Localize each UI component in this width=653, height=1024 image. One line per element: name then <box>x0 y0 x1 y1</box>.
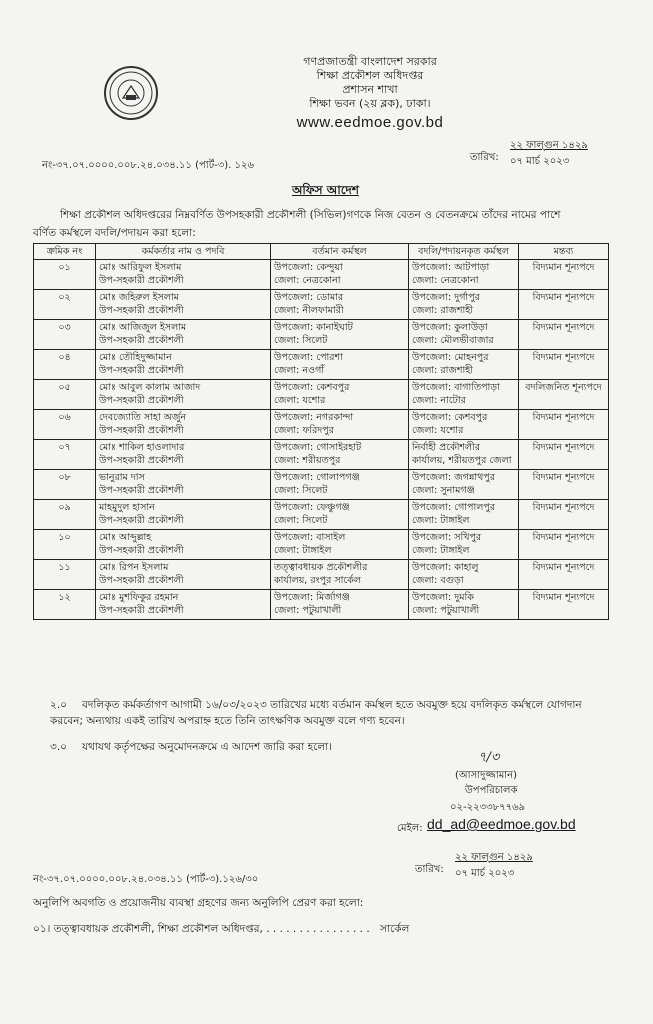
para2-number: ২.০ <box>50 699 67 711</box>
cell-current-posting-cur2: জেলা: সিলেট <box>274 485 328 496</box>
cell-remarks-rm: বিদ্যমান শূন্যপদে <box>532 352 595 363</box>
cell-current-posting <box>271 500 409 530</box>
intro-line-2: বর্ণিত কর্মস্থলে বদলি/পদায়ন করা হলো: <box>33 227 196 239</box>
cell-officer-name: মাহমুদুল হাসান <box>99 502 155 513</box>
cell-serial-sl: ০৩ <box>58 322 71 333</box>
cell-officer-desig: উপ-সহকারী প্রকৌশলী <box>99 515 184 526</box>
cell-officer <box>96 500 271 530</box>
cell-officer-name: মোঃ আজিজুল ইসলাম <box>99 322 187 333</box>
cell-officer-name: মোঃ মুশফিকুর রহমান <box>99 592 179 603</box>
cell-current-posting-cur1: উপজেলা: গোলাপগঞ্জ <box>274 472 360 483</box>
cell-current-posting <box>271 560 409 590</box>
memo2-date-label: তারিখ: <box>415 864 444 875</box>
cell-remarks <box>519 530 609 560</box>
cell-remarks <box>519 290 609 320</box>
cell-remarks <box>519 470 609 500</box>
table-row <box>34 320 609 350</box>
cell-remarks <box>519 440 609 470</box>
cell-serial-sl: ০৮ <box>58 472 71 483</box>
cell-current-posting-cur1: উপজেলা: কেশবপুর <box>274 382 350 393</box>
transfer-table <box>33 243 609 620</box>
cell-officer <box>96 530 271 560</box>
cell-new-posting-new1: উপজেলা: মোহনপুর <box>412 352 489 363</box>
cell-new-posting <box>409 380 519 410</box>
cell-officer-name: মোঃ আরিফুল ইসলাম <box>99 262 182 273</box>
cell-new-posting-new2: কার্যালয়, শরীয়তপুর জেলা <box>412 455 512 466</box>
cell-officer-desig: উপ-সহকারী প্রকৌশলী <box>99 545 184 556</box>
copy-intro: অনুলিপি অবগতি ও প্রয়োজনীয় ব্যবস্থা গ্রহণের জন্য অনুলিপি প্রেরণ করা হলো: <box>33 897 364 909</box>
cell-officer-name: মোঃ আবুল কালাম আজাদ <box>99 382 201 393</box>
table-row <box>34 260 609 290</box>
cell-current-posting-cur1: তত্ত্বাবধায়ক প্রকৌশলীর <box>274 562 368 573</box>
cell-current-posting <box>271 380 409 410</box>
cell-new-posting-new1: উপজেলা: আটপাড়া <box>412 262 490 273</box>
cell-serial-sl: ০১ <box>58 262 71 273</box>
cell-officer-name: মোঃ শাকিল হাওলাদার <box>99 442 185 453</box>
memo-date-label: তারিখ: <box>470 152 499 163</box>
cell-remarks-rm: বিদ্যমান শূন্যপদে <box>532 442 595 453</box>
cell-officer-name: মোঃ রিপন ইসলাম <box>99 562 169 573</box>
cell-current-posting <box>271 440 409 470</box>
cell-new-posting <box>409 440 519 470</box>
table-row <box>34 470 609 500</box>
cell-new-posting-new1: উপজেলা: কুলাউড়া <box>412 322 488 333</box>
cell-serial <box>34 530 96 560</box>
cell-remarks <box>519 380 609 410</box>
cell-officer <box>96 350 271 380</box>
cell-current-posting <box>271 470 409 500</box>
cell-remarks-rm: বিদ্যমান শূন্যপদে <box>532 322 595 333</box>
cell-officer-name: মোঃ আব্দুল্লাহ <box>99 532 152 543</box>
cell-officer <box>96 320 271 350</box>
memo2-number: নং-৩৭.০৭.০০০০.০০৮.২৪.০৩৪.১১ (পার্ট-৩).১২৬/৩০ <box>33 874 259 885</box>
cell-officer-desig: উপ-সহকারী প্রকৌশলী <box>99 305 184 316</box>
cell-current-posting-cur1: উপজেলা: গোসাইরহাট <box>274 442 362 453</box>
cell-remarks <box>519 410 609 440</box>
cell-current-posting-cur1: উপজেলা: কেন্দুয়া <box>274 262 343 273</box>
cell-remarks-rm: বিদ্যমান শূন্যপদে <box>532 262 595 273</box>
cell-new-posting-new1: উপজেলা: জগন্নাথপুর <box>412 472 495 483</box>
cell-officer-desig: উপ-সহকারী প্রকৌশলী <box>99 425 184 436</box>
cell-officer-name: মোঃ তৌহিদুজ্জামান <box>99 352 172 363</box>
cell-officer-desig: উপ-সহকারী প্রকৌশলী <box>99 275 184 286</box>
intro-line-1: শিক্ষা প্রকৌশল অধিদপ্তরের নিম্নবর্ণিত উপসহকারী প্রকৌশলী (সিভিল)গণকে নিজ বেতন ও বেতনক্রমে তাঁদের নামের পাশে <box>60 209 561 221</box>
cell-officer-desig: উপ-সহকারী প্রকৌশলী <box>99 485 184 496</box>
order-title: অফিস আদেশ <box>292 183 359 197</box>
para2-line-1: বদলিকৃত কর্মকর্তাগণ আগামী ১৬/০৩/২০২৩ তারিখের মধ্যে বর্তমান কর্মস্থল হতে অবমুক্ত হয়ে বদলিকৃত কর্মস্থলে যোগদান <box>82 699 582 711</box>
cell-new-posting-new2: জেলা: রাজশাহী <box>412 365 473 376</box>
cell-serial <box>34 320 96 350</box>
cell-new-posting <box>409 260 519 290</box>
cell-current-posting-cur2: জেলা: সিলেট <box>274 335 328 346</box>
table-row <box>34 350 609 380</box>
cell-officer <box>96 260 271 290</box>
table-row <box>34 560 609 590</box>
header-website-link[interactable]: www.eedmoe.gov.bd <box>296 114 444 131</box>
cell-current-posting <box>271 590 409 620</box>
cell-current-posting-cur2: জেলা: নীলফামারী <box>274 305 344 316</box>
table-row <box>34 380 609 410</box>
cell-officer-name: ভানুরাম দাস <box>99 472 145 483</box>
para2-line-2: করবেন; অন্যথায় একই তারিখ অপরাহ্ন হতে তিনি তাৎক্ষণিক অবমুক্ত বলে গণ্য হবেন। <box>50 715 405 727</box>
cell-current-posting <box>271 410 409 440</box>
cell-officer <box>96 290 271 320</box>
cell-officer <box>96 380 271 410</box>
cell-serial-sl: ০৫ <box>58 382 71 393</box>
table-row <box>34 290 609 320</box>
memo-number: নং-৩৭.০৭.০০০০.০০৮.২৪.০৩৪.১১ (পার্ট-৩). ১২৬ <box>42 160 255 171</box>
cell-serial-sl: ১০ <box>58 532 71 543</box>
signatory-designation: উপপরিচালক <box>465 785 518 796</box>
cell-remarks <box>519 320 609 350</box>
col-header-remarks: মন্তব্য <box>519 244 609 260</box>
header-address: শিক্ষা ভবন (২য় ব্লক), ঢাকা। <box>309 97 431 110</box>
cell-new-posting-new1: নির্বাহী প্রকৌশলীর <box>412 442 481 453</box>
col-header-name: কর্মকর্তার নাম ও পদবি <box>96 244 271 260</box>
cell-remarks <box>519 350 609 380</box>
cell-serial-sl: ০৪ <box>58 352 71 363</box>
cell-new-posting-new1: উপজেলা: দুমকি <box>412 592 474 603</box>
cell-serial <box>34 410 96 440</box>
table-row <box>34 530 609 560</box>
cell-new-posting-new1: উপজেলা: কেশবপুর <box>412 412 488 423</box>
cell-remarks <box>519 590 609 620</box>
cell-remarks <box>519 560 609 590</box>
cell-current-posting <box>271 290 409 320</box>
cell-officer <box>96 590 271 620</box>
cell-officer-desig: উপ-সহকারী প্রকৌশলী <box>99 605 184 616</box>
header-branch: প্রশাসন শাখা <box>342 83 398 96</box>
cell-officer-name: দেবজ্যোতি সাহা অর্জুন <box>99 412 187 423</box>
para3-number: ৩.০ <box>50 741 67 753</box>
cell-remarks-rm: বিদ্যমান শূন্যপদে <box>532 292 595 303</box>
cell-officer-name: মোঃ জহিরুল ইসলাম <box>99 292 179 303</box>
cell-current-posting <box>271 320 409 350</box>
cell-serial <box>34 380 96 410</box>
cell-current-posting-cur1: উপজেলা: মির্জাগঞ্জ <box>274 592 350 603</box>
cell-current-posting <box>271 350 409 380</box>
cell-serial <box>34 440 96 470</box>
cell-serial <box>34 470 96 500</box>
cell-officer-desig: উপ-সহকারী প্রকৌশলী <box>99 395 184 406</box>
cell-current-posting-cur2: জেলা: যশোর <box>274 395 326 406</box>
memo-date-bangla: ২২ ফাল্গুন ১৪২৯ <box>510 140 588 151</box>
cell-new-posting <box>409 500 519 530</box>
cell-serial-sl: ১২ <box>58 592 71 603</box>
cell-remarks-rm: বিদ্যমান শূন্যপদে <box>532 502 595 513</box>
header-department: শিক্ষা প্রকৌশল অধিদপ্তর <box>316 69 424 82</box>
cell-new-posting-new2: জেলা: মৌলভীবাজার <box>412 335 494 346</box>
cell-current-posting-cur2: জেলা: নেত্রকোনা <box>274 275 341 286</box>
cell-new-posting-new2: জেলা: টাঙ্গাইল <box>412 515 470 526</box>
cell-current-posting-cur1: উপজেলা: নগরকান্দা <box>274 412 354 423</box>
cell-new-posting-new1: উপজেলা: দুর্গাপুর <box>412 292 480 303</box>
cell-remarks-rm: বিদ্যমান শূন্যপদে <box>532 412 595 423</box>
table-row <box>34 410 609 440</box>
cell-new-posting-new2: জেলা: নেত্রকোনা <box>412 275 479 286</box>
cell-new-posting <box>409 290 519 320</box>
cell-serial <box>34 290 96 320</box>
cell-officer <box>96 470 271 500</box>
cell-current-posting <box>271 530 409 560</box>
cell-new-posting-new1: উপজেলা: সখিপুর <box>412 532 482 543</box>
cell-serial-sl: ১১ <box>58 562 71 573</box>
cell-new-posting <box>409 560 519 590</box>
cell-serial-sl: ০৬ <box>58 412 71 423</box>
cell-current-posting-cur1: উপজেলা: কানাইঘাট <box>274 322 353 333</box>
cell-officer <box>96 560 271 590</box>
cell-new-posting-new2: জেলা: টাঙ্গাইল <box>412 545 470 556</box>
cell-serial <box>34 500 96 530</box>
cell-new-posting-new1: উপজেলা: কাহালু <box>412 562 479 573</box>
copy-item-1: ০১। তত্ত্বাবধায়ক প্রকৌশলী, শিক্ষা প্রকৌশল অধিদপ্তর, . . . . . . . . . . . . . . . . <box>33 923 370 935</box>
memo2-date-bangla: ২২ ফাল্গুন ১৪২৯ <box>455 852 533 863</box>
email-label: মেইল: <box>397 823 423 834</box>
signatory-phone: ০২-২২৩৩৮৭৭৬৯ <box>450 802 526 813</box>
cell-new-posting-new2: জেলা: রাজশাহী <box>412 305 473 316</box>
cell-new-posting-new2: জেলা: যশোর <box>412 425 464 436</box>
cell-current-posting-cur1: উপজেলা: বাসাইল <box>274 532 346 543</box>
table-row <box>34 500 609 530</box>
col-header-serial: ক্রমিক নং <box>34 244 96 260</box>
cell-officer-desig: উপ-সহকারী প্রকৌশলী <box>99 455 184 466</box>
cell-current-posting-cur2: কার্যালয়, রংপুর সার্কেল <box>274 575 361 586</box>
cell-remarks <box>519 500 609 530</box>
header-govt: গণপ্রজাতন্ত্রী বাংলাদেশ সরকার <box>303 55 437 68</box>
cell-new-posting <box>409 350 519 380</box>
handwritten-signature: ৭/৩ <box>478 750 500 765</box>
memo-date-greg: ০৭ মার্চ ২০২৩ <box>510 156 570 167</box>
cell-new-posting-new1: উপজেলা: গোপালপুর <box>412 502 496 513</box>
cell-serial <box>34 350 96 380</box>
cell-remarks <box>519 260 609 290</box>
cell-new-posting-new1: উপজেলা: বাগাতিপাড়া <box>412 382 500 393</box>
cell-new-posting-new2: জেলা: পটুয়াখালী <box>412 605 480 616</box>
copy-item-1-suffix: সার্কেল <box>380 923 410 935</box>
cell-new-posting <box>409 590 519 620</box>
table-row <box>34 590 609 620</box>
cell-new-posting-new2: জেলা: সুনামগঞ্জ <box>412 485 475 496</box>
cell-current-posting-cur2: জেলা: সিলেট <box>274 515 328 526</box>
cell-officer-desig: উপ-সহকারী প্রকৌশলী <box>99 335 184 346</box>
cell-remarks-rm: বদলিজনিত শূন্যপদে <box>525 382 602 393</box>
cell-officer <box>96 440 271 470</box>
cell-serial-sl: ০৭ <box>58 442 71 453</box>
table-row <box>34 440 609 470</box>
memo2-date-greg: ০৭ মার্চ ২০২৩ <box>455 868 515 879</box>
cell-current-posting-cur1: উপজেলা: ডোমার <box>274 292 344 303</box>
cell-current-posting <box>271 260 409 290</box>
cell-serial-sl: ০২ <box>58 292 71 303</box>
cell-new-posting <box>409 470 519 500</box>
cell-officer-desig: উপ-সহকারী প্রকৌশলী <box>99 575 184 586</box>
cell-serial <box>34 590 96 620</box>
cell-current-posting-cur2: জেলা: শরীয়তপুর <box>274 455 341 466</box>
col-header-current: বর্তমান কর্মস্থল <box>271 244 409 260</box>
cell-current-posting-cur1: উপজেলা: পোরশা <box>274 352 343 363</box>
cell-serial <box>34 560 96 590</box>
cell-new-posting <box>409 410 519 440</box>
cell-officer-desig: উপ-সহকারী প্রকৌশলী <box>99 365 184 376</box>
para3-text: যথাযথ কর্তৃপক্ষের অনুমোদনক্রমে এ আদেশ জারি করা হলো। <box>82 741 332 753</box>
cell-remarks-rm: বিদ্যমান শূন্যপদে <box>532 472 595 483</box>
cell-serial <box>34 260 96 290</box>
cell-current-posting-cur2: জেলা: নওগাঁ <box>274 365 325 376</box>
cell-remarks-rm: বিদ্যমান শূন্যপদে <box>532 592 595 603</box>
cell-remarks-rm: বিদ্যমান শূন্যপদে <box>532 532 595 543</box>
cell-current-posting-cur2: জেলা: পটুয়াখালী <box>274 605 342 616</box>
cell-current-posting-cur2: জেলা: ফরিদপুর <box>274 425 334 436</box>
cell-remarks-rm: বিদ্যমান শূন্যপদে <box>532 562 595 573</box>
cell-new-posting-new2: জেলা: নাটোর <box>412 395 466 406</box>
signatory-email-link[interactable]: dd_ad@eedmoe.gov.bd <box>427 816 576 832</box>
table-header-row <box>34 244 609 260</box>
cell-officer <box>96 410 271 440</box>
eed-logo-seal <box>104 66 158 120</box>
cell-new-posting <box>409 320 519 350</box>
col-header-new: বদলি/পদায়নকৃত কর্মস্থল <box>409 244 519 260</box>
cell-new-posting-new2: জেলা: বগুড়া <box>412 575 464 586</box>
cell-serial-sl: ০৯ <box>58 502 71 513</box>
cell-current-posting-cur2: জেলা: টাঙ্গাইল <box>274 545 332 556</box>
cell-current-posting-cur1: উপজেলা: ফেঞ্চুগঞ্জ <box>274 502 350 513</box>
signatory-name: (আসাদুজ্জামান) <box>455 770 518 781</box>
cell-new-posting <box>409 530 519 560</box>
